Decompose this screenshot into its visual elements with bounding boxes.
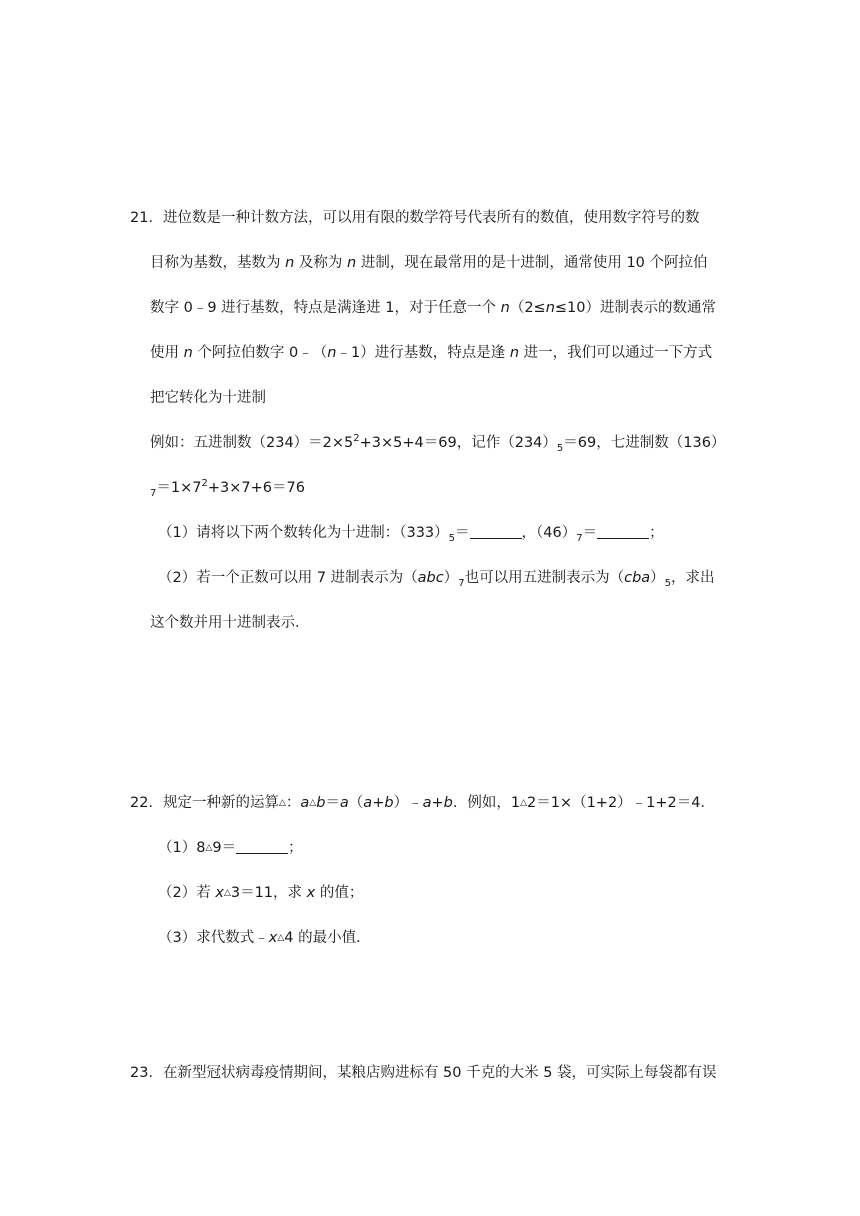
q21-line-2: 目称为基数，基数为 n 及称为 n 进制，现在最常用的是十进制，通常使用 10 个阿拉伯 bbox=[150, 255, 708, 271]
q21-part-1: （1）请将以下两个数转化为十进制：$(333)_5=$ ，$(46)_7=$ ； bbox=[158, 525, 664, 544]
answer-blank[interactable] bbox=[236, 839, 288, 854]
q21-example-line-2: $_7=1\times 7^2+3\times 7+6=76$ bbox=[150, 478, 305, 499]
q21-part-2-line-2: 这个数并用十进制表示． bbox=[150, 615, 310, 631]
q21-example-line-1: 例如：五进制数$(234)=2\times 5^2+3\times 5+4=69$，记作$(234)_5=69$，七进制数（136） bbox=[150, 433, 726, 454]
q21-part-2: （2）若一个正数可以用 7 进制表示为$(abc)_7$也可以用五进制表示为$(cba)_5$，求出 bbox=[158, 570, 715, 589]
q22-line-1: 22．规定一种新的运算△：a△b＝a（a+b）﹣a+b．例如，1△2＝1×（1+2）﹣1+2＝4． bbox=[130, 795, 716, 811]
q21-line-1: 21．进位数是一种计数方法，可以用有限的数学符号代表所有的数值，使用数字符号的数 bbox=[130, 210, 700, 226]
q22-part-1: （1）8△9＝ ； bbox=[158, 840, 303, 856]
q22-part-2: （2）若 x△3＝11，求 x 的值； bbox=[158, 885, 364, 901]
q22-part-3: （3）求代数式﹣x△4 的最小值． bbox=[158, 930, 371, 946]
q23-line-1: 23．在新型冠状病毒疫情期间，某粮店购进标有 50 千克的大米 5 袋，可实际上每袋都有误 bbox=[130, 1065, 717, 1081]
answer-blank[interactable] bbox=[597, 524, 649, 539]
q21-line-4: 使用 n 个阿拉伯数字 0﹣（n﹣1）进行基数，特点是逢 n 进一，我们可以通过一下方式 bbox=[150, 345, 713, 361]
answer-blank[interactable] bbox=[470, 524, 522, 539]
q21-line-3: 数字 0﹣9 进行基数，特点是满逢进 1，对于任意一个 n（2≤n≤10）进制表示的数通常 bbox=[150, 300, 717, 316]
q21-line-5: 把它转化为十进制 bbox=[150, 390, 266, 406]
